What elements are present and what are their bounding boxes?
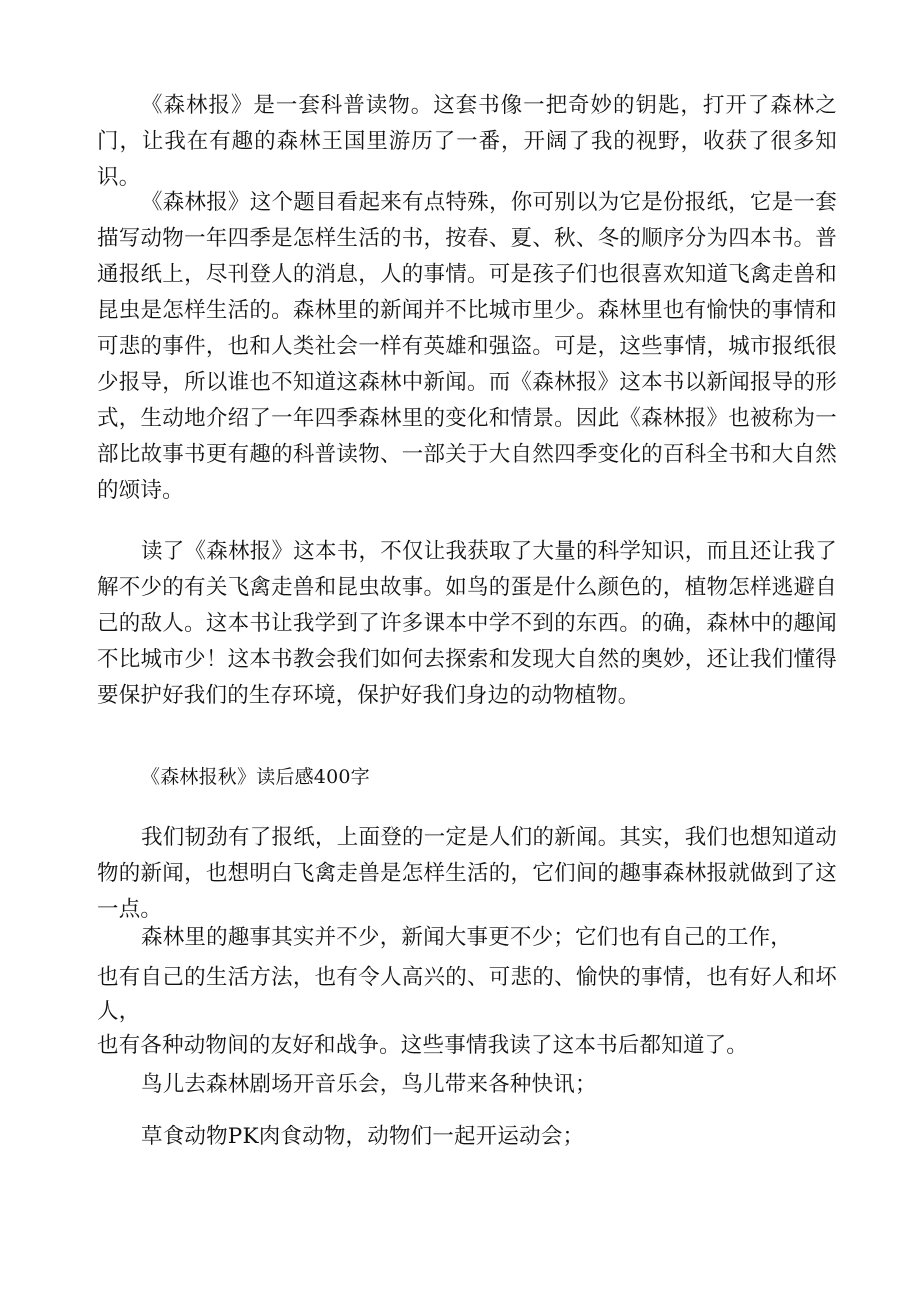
paragraph-reflection: 读了《森林报》这本书，不仅让我获取了大量的科学知识，而且还让我了解不少的有关飞禽走兽和昆虫故事。如鸟的蛋是什么颜色的，植物怎样逃避自己的敌人。这本书让我学到了许多课本中学不到的东西。的确，森林中的趣闻不比城市少！这本书教会我们如何去探索和发现大自然的奥妙，还让我们懂得要保护好我们的生存环境，保护好我们身边的动物植物。 <box>97 539 837 708</box>
paragraph-intro: 《森林报》是一套科普读物。这套书像一把奇妙的钥匙，打开了森林之门，让我在有趣的森林王国里游历了一番，开阔了我的视野，收获了很多知识。 <box>97 93 837 190</box>
paragraph-description: 《森林报》这个题目看起来有点特殊，你可别以为它是份报纸，它是一套描写动物一年四季是怎样生活的书，按春、夏、秋、冬的顺序分为四本书。普通报纸上，尽刊登人的消息，人的事情。可是孩子们也很喜欢知道飞禽走兽和昆虫是怎样生活的。森林里的新闻并不比城市里少。森林里也有愉快的事情和可悲的事件，也和人类社会一样有英雄和强盗。可是，这些事情，城市报纸很少报导，所以谁也不知道这森林中新闻。而《森林报》这本书以新闻报导的形式，生动地介绍了一年四季森林里的变化和情景。因此《森林报》也被称为一部比故事书更有趣的科普读物、一部关于大自然四季变化的百科全书和大自然的颂诗。 <box>97 190 837 503</box>
paragraph-line: 也有自己的生活方法，也有令人高兴的、可悲的、愉快的事情，也有好人和坏人， <box>97 965 837 1024</box>
paragraph-line: 也有各种动物间的友好和战争。这些事情我读了这本书后都知道了。 <box>97 1033 749 1058</box>
section-heading: 《森林报秋》读后感400字 <box>141 766 370 788</box>
paragraph-line: 森林里的趣事其实并不少，新闻大事更不少；它们也有自己的工作， <box>141 925 793 950</box>
paragraph-newspaper: 我们韧劲有了报纸，上面登的一定是人们的新闻。其实，我们也想知道动物的新闻，也想明白飞禽走兽是怎样生活的，它们间的趣事森林报就做到了这一点。 <box>97 825 837 922</box>
paragraph-forest-events <box>97 921 837 1063</box>
paragraph-animal-games: 草食动物PK肉食动物，动物们一起开运动会； <box>141 1124 585 1149</box>
paragraph-bird-concert: 鸟儿去森林剧场开音乐会，鸟儿带来各种快讯； <box>141 1072 597 1097</box>
